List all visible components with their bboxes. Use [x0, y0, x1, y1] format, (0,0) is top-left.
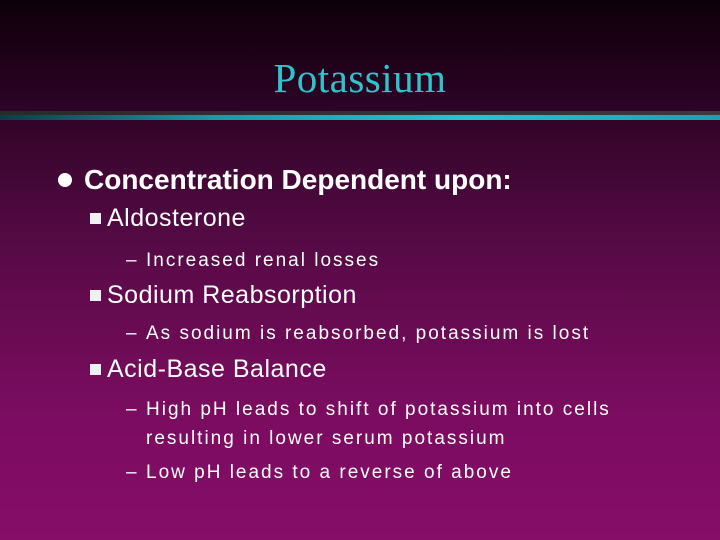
slide-title: Potassium: [273, 55, 447, 101]
detail-text: resulting in lower serum potassium: [146, 428, 507, 449]
dash-marker: –: [126, 250, 139, 271]
detail-line: [126, 395, 611, 424]
detail-line-continued: [126, 424, 507, 453]
sub-bullet-label: Sodium Reabsorption: [107, 281, 357, 309]
square-bullet-icon: [90, 213, 101, 224]
dash-marker: –: [126, 399, 139, 420]
main-bullet: [58, 164, 512, 196]
detail-text: Low pH leads to a reverse of above: [146, 462, 513, 483]
sub-bullet-label: Acid-Base Balance: [107, 355, 327, 383]
sub-bullet-sodium-reabsorption: [90, 281, 357, 310]
detail-text: Increased renal losses: [146, 250, 381, 271]
detail-line: [126, 246, 380, 275]
sub-bullet-aldosterone: [90, 204, 246, 233]
square-bullet-icon: [90, 364, 101, 375]
square-bullet-icon: [90, 290, 101, 301]
detail-text: High pH leads to shift of potassium into cells: [146, 399, 611, 420]
main-bullet-text: Concentration Dependent upon:: [84, 164, 512, 195]
sub-bullet-label: Aldosterone: [107, 204, 246, 232]
title-underline: [0, 111, 720, 120]
detail-text: As sodium is reabsorbed, potassium is lost: [146, 323, 591, 344]
round-bullet-icon: [58, 173, 72, 187]
detail-line: [126, 458, 513, 487]
detail-line: [126, 319, 590, 348]
dash-marker: –: [126, 462, 139, 483]
sub-bullet-acid-base-balance: [90, 355, 327, 384]
dash-marker: –: [126, 323, 139, 344]
title-underline-bar: [0, 115, 720, 120]
